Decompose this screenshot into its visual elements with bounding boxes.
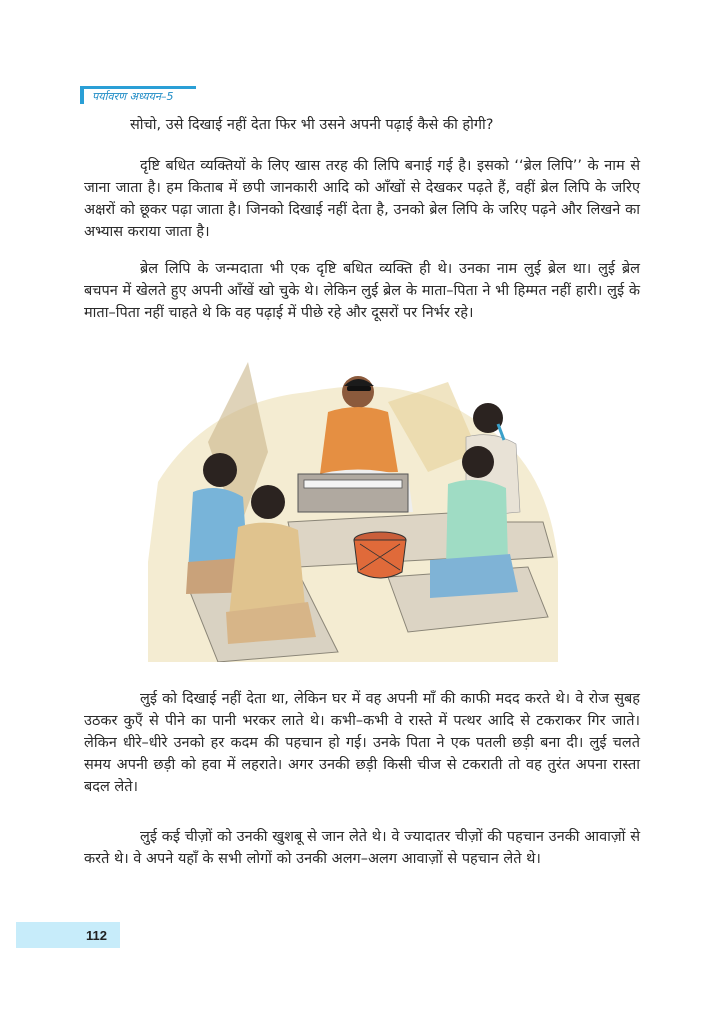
boy-front-head [251,485,285,519]
girl-front-head [462,446,494,478]
paragraph-louis-braille: ब्रेल लिपि के जन्मदाता भी एक दृष्टि बधित व्यक्ति ही थे। उनका नाम लुई ब्रेल था। लुई ब्रेल बचपन में खेलते हुए अपनी आँखें खो चुके थे। लेकिन लुई ब्रेल के माता–पिता ने भी हिम्मत नहीं हारी। लुई के माता–पिता नहीं चाहते थे कि वह पढ़ाई में पीछे रहे और दूसरों पर निर्भर रहे। [84,261,640,321]
girl-front-shirt [446,480,508,567]
paragraph-question: सोचो, उसे दिखाई नहीं देता फिर भी उसने अपनी पढ़ाई कैसे की होगी? [130,117,494,133]
boy-left-head [203,453,237,487]
teacher-shirt [320,407,398,474]
page-number: 112 [86,928,107,943]
drum [354,540,406,578]
paragraph-braille-intro: दृष्टि बधित व्यक्तियों के लिए खास तरह की लिपि बनाई गई है। इसको ‘‘ब्रेल लिपि’’ के नाम से जाना जाता है। हम किताब में छपी जानकारी आदि को आँखों से देखकर पढ़ते हैं, वहीं ब्रेल लिपि के जरिए अक्षरों को छूकर पढ़ा जाता है। जिनको दिखाई नहीं देता है, उनको ब्रेल लिपि के जरिए पढ़ने और लिखने का अभ्यास कराया जाता है। [84,158,640,240]
music-class-illustration [148,362,564,662]
sunglasses [347,386,371,391]
chapter-tag: पर्यावरण अध्ययन–5 [80,86,196,104]
paragraph-louis-senses: लुई कई चीज़ों को उनकी खुशबू से जान लेते थे। वे ज्यादातर चीज़ों की पहचान उनकी आवाज़ों से करते थे। वे अपने यहाँ के सभी लोगों को उनकी अलग–अलग आवाज़ों से पहचान लेते थे। [84,829,640,867]
paragraph-louis-childhood: लुई को दिखाई नहीं देता था, लेकिन घर में वह अपनी माँ की काफी मदद करते थे। वे रोज सुबह उठकर कुएँ से पीने का पानी भरकर लाते थे। कभी–कभी वे रास्ते में पत्थर आदि से टकराकर गिर जाते। लेकिन धीरे–धीरे उनको हर कदम की पहचान हो गई। उनके पिता ने एक पतली छड़ी बना दी। लुई चलते समय अपनी छड़ी को हवा में लहराते। अगर उनकी छड़ी किसी चीज से टकराती तो वह तुरंत अपना रास्ता बदल लेते। [84,691,640,795]
